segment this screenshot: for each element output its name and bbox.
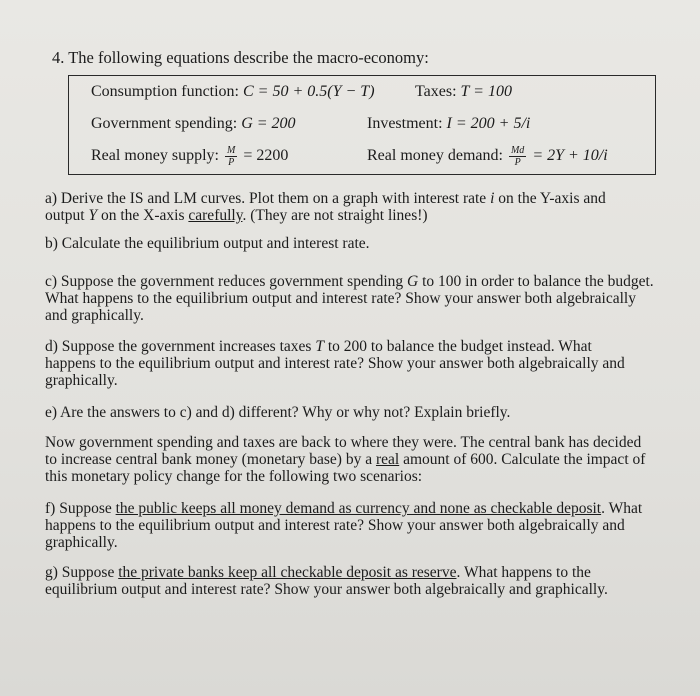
- problem-title: 4. The following equations describe the macro-economy:: [52, 48, 429, 67]
- money-supply-equation: Real money supply: $\frac{M}{P}$ = 2200: [91, 145, 289, 168]
- question-c: c) Suppose the government reduces government spending G to 100 in order to balance the budget. What happens to the equilibrium output and interest rate? Show your answer both algebraically and graphically.: [45, 273, 654, 324]
- monetary-policy-intro: Now government spending and taxes are back to where they were. The central bank has decided to increase central bank money (monetary base) by a real amount of 600. Calculate the impact of this monetary policy change for the following two scenarios:: [45, 434, 646, 485]
- question-b: b) Calculate the equilibrium output and interest rate.: [45, 235, 370, 252]
- money-supply-fraction: $\frac{M}{P}$: [226, 145, 236, 168]
- consumption-equation: Consumption function: C = 50 + 0.5(Y − T): [91, 83, 375, 100]
- question-f: f) Suppose the public keeps all money demand as currency and none as checkable deposit. What happens to the equilibrium output and interest rate? Show your answer both algebraically and graphically.: [45, 500, 643, 551]
- question-d: d) Suppose the government increases taxes T to 200 to balance the budget instead. What happens to the equilibrium output and interest rate? Show your answer both algebraically and graphically.: [45, 338, 625, 389]
- equations-box: [68, 75, 656, 175]
- money-demand-equation: Real money demand: $\frac{Md}{P}$ = 2Y + 10/i: [367, 145, 608, 168]
- question-e: e) Are the answers to c) and d) different? Why or why not? Explain briefly.: [45, 404, 511, 421]
- money-demand-fraction: $\frac{Md}{P}$: [510, 145, 525, 168]
- question-a: a) Derive the IS and LM curves. Plot them on a graph with interest rate i on the Y-axis and output Y on the X-axis carefully. (They are not straight lines!): [45, 190, 606, 224]
- government-spending-equation: Government spending: G = 200: [91, 115, 296, 132]
- taxes-equation: Taxes: T = 100: [415, 83, 512, 100]
- question-g: g) Suppose the private banks keep all checkable deposit as reserve. What happens to the equilibrium output and interest rate? Show your answer both algebraically and graphically.: [45, 564, 608, 598]
- investment-equation: Investment: I = 200 + 5/i: [367, 115, 531, 132]
